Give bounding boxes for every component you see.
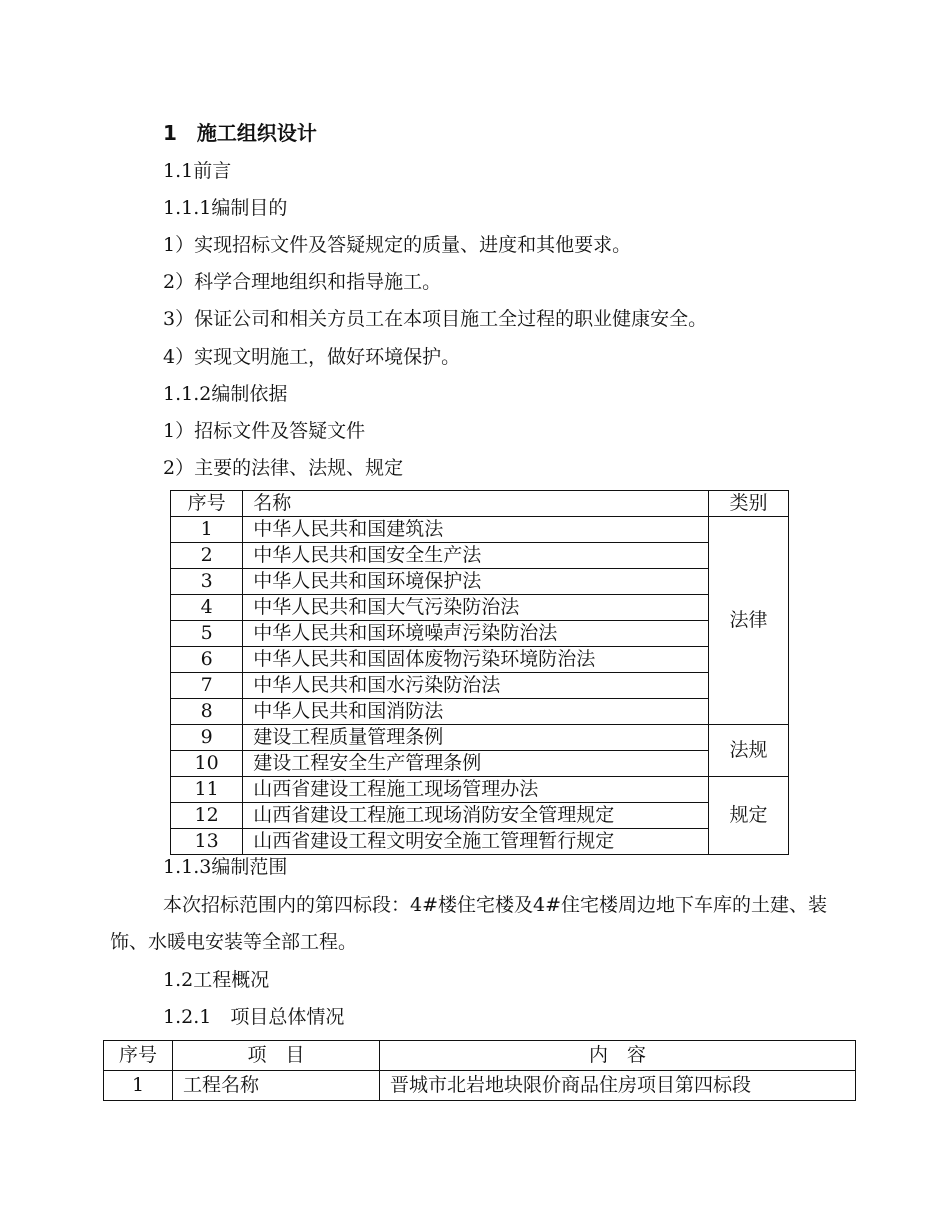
table-row: [171, 595, 789, 621]
row-no: 12: [171, 803, 243, 829]
table-row: [171, 647, 789, 673]
law-regulation-table: [170, 490, 789, 855]
section-1-1-1-heading: 1.1.1编制目的: [163, 197, 288, 219]
table-header-row: [171, 491, 789, 517]
category-law: 法律: [708, 517, 788, 725]
row-no: 1: [171, 517, 243, 543]
row-name: 中华人民共和国环境保护法: [243, 569, 709, 595]
row-name: 中华人民共和国固体废物污染环境防治法: [243, 647, 709, 673]
purpose-item-1: 1）实现招标文件及答疑规定的质量、进度和其他要求。: [163, 234, 632, 256]
table-row: [171, 803, 789, 829]
header-no: 序号: [171, 491, 243, 517]
purpose-item-2: 2）科学合理地组织和指导施工。: [163, 271, 442, 293]
header-category: 类别: [708, 491, 788, 517]
row-name: 建设工程质量管理条例: [243, 725, 709, 751]
row-name: 中华人民共和国安全生产法: [243, 543, 709, 569]
table-row: [171, 543, 789, 569]
scope-paragraph: 本次招标范围内的第四标段：4#楼住宅楼及4#住宅楼周边地下车库的土建、装饰、水暖电安装等全部工程。: [110, 894, 828, 953]
header-no: 序号: [104, 1041, 173, 1071]
row-name: 山西省建设工程施工现场管理办法: [243, 777, 709, 803]
row-no: 2: [171, 543, 243, 569]
row-no: 8: [171, 699, 243, 725]
row-no: 4: [171, 595, 243, 621]
section-1-2-heading: 1.2工程概况: [163, 969, 270, 991]
row-name: 山西省建设工程施工现场消防安全管理规定: [243, 803, 709, 829]
table-row: [171, 699, 789, 725]
table-row: [171, 751, 789, 777]
purpose-item-4: 4）实现文明施工，做好环境保护。: [163, 346, 461, 368]
row-no: 10: [171, 751, 243, 777]
row-name: 中华人民共和国环境噪声污染防治法: [243, 621, 709, 647]
header-name: 名称: [243, 491, 709, 517]
row-name: 中华人民共和国消防法: [243, 699, 709, 725]
row-name: 中华人民共和国水污染防治法: [243, 673, 709, 699]
category-regulation: 法规: [708, 725, 788, 777]
basis-item-1: 1）招标文件及答疑文件: [163, 420, 366, 442]
section-1-2-1-heading: 1.2.1 项目总体情况: [163, 1006, 345, 1028]
table-row: [104, 1071, 856, 1101]
row-name: 中华人民共和国大气污染防治法: [243, 595, 709, 621]
row-content: 晋城市北岩地块限价商品住房项目第四标段: [380, 1071, 856, 1101]
category-rule: 规定: [708, 777, 788, 855]
row-no: 7: [171, 673, 243, 699]
row-no: 5: [171, 621, 243, 647]
row-name: 山西省建设工程文明安全施工管理暂行规定: [243, 829, 709, 855]
row-no: 9: [171, 725, 243, 751]
purpose-item-3: 3）保证公司和相关方员工在本项目施工全过程的职业健康安全。: [163, 308, 708, 330]
project-overview-table: [103, 1040, 856, 1101]
row-name: 建设工程安全生产管理条例: [243, 751, 709, 777]
row-no: 1: [104, 1071, 173, 1101]
table-row: [171, 517, 789, 543]
section-1-1-heading: 1.1前言: [163, 160, 232, 182]
section-1-1-2-heading: 1.1.2编制依据: [163, 383, 288, 405]
section-1-1-3-heading: 1.1.3编制范围: [163, 856, 288, 878]
table-row: [171, 777, 789, 803]
page-title: 1 施工组织设计: [163, 121, 317, 145]
table-row: [171, 829, 789, 855]
row-no: 6: [171, 647, 243, 673]
header-content: 内 容: [380, 1041, 856, 1071]
table-header-row: [104, 1041, 856, 1071]
header-item: 项 目: [173, 1041, 380, 1071]
table-row: [171, 673, 789, 699]
table-row: [171, 725, 789, 751]
row-name: 中华人民共和国建筑法: [243, 517, 709, 543]
row-no: 13: [171, 829, 243, 855]
basis-item-2: 2）主要的法律、法规、规定: [163, 457, 404, 479]
row-no: 3: [171, 569, 243, 595]
row-item: 工程名称: [173, 1071, 380, 1101]
row-no: 11: [171, 777, 243, 803]
table-row: [171, 569, 789, 595]
table-row: [171, 621, 789, 647]
